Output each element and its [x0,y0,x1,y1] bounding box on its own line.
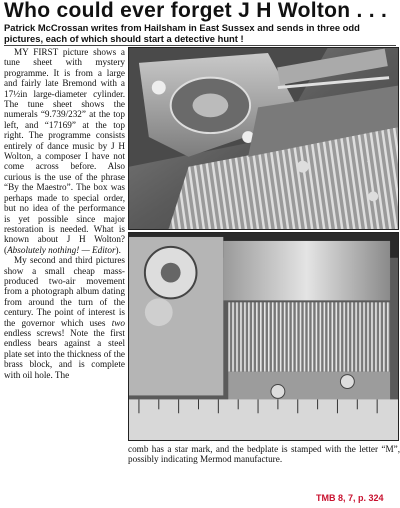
article-body [4,47,125,507]
photo-governor-top [128,47,399,230]
photo-movement-bottom [128,232,399,441]
standfirst: Patrick McCrossan writes from Hailsham in East Sussex and sends in three odd pictures, each of which should start a detective hunt ! [4,22,360,44]
magazine-reference: TMB 8, 7, p. 324 [316,493,384,503]
caption-continuation: comb has a star mark, and the bedplate is stamped with the letter “M”, possibly indicating Mermod manufacture. [128,444,400,465]
headline: Who could ever forget J H Wolton . . . [4,0,388,22]
paragraph-1: MY FIRST picture shows a tune sheet with mystery programme. It is from a large and fairly late Bremond with a 17½in large-diameter cylinder. The tune sheet shows the numerals “9.739/232” at the top left, and “17169” at the top right. The programme consists entirely of dance music by J H Wolton, a composer I have not come across before. Also curious is the use of the phrase “By the Maestro”. The box was perhaps made to special order, but no idea of the performance is yet possible since major restoration is needed. What is known about J H Wolton? (Absolutely nothing! — Editor). [4,47,125,255]
paragraph-2: My second and third pictures show a small cheap mass-produced two-air movement from a photograph album dating from around the turn of the century. The point of interest is the governor which uses two endless screws! Note the first endless bears against a steel plate set into the thickness of the brass block, and is complete with oil hole. The [4,255,125,380]
divider [4,45,396,46]
